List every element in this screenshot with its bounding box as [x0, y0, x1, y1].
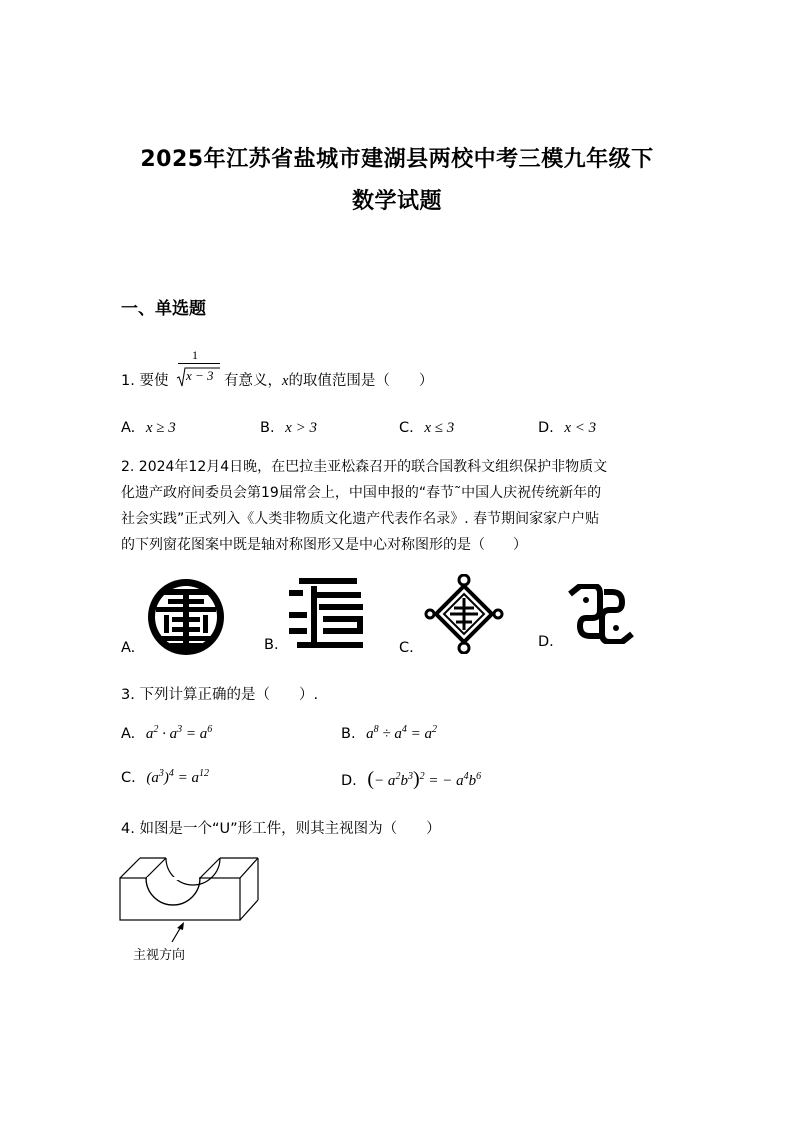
- u-workpiece-figure: [118, 856, 260, 928]
- section-heading: 一、单选题: [121, 299, 206, 319]
- question-text: 的取值范围是（ ）: [288, 373, 434, 389]
- fraction-expression: [176, 348, 222, 388]
- papercut-c-image[interactable]: [424, 574, 504, 654]
- question-text-line: 社会实践”正式列入《人类非物质文化遗产代表作名录》. 春节期间家家户户贴: [121, 511, 600, 527]
- option-label: C.: [121, 770, 136, 786]
- question-number: 1.: [121, 373, 135, 389]
- figure-caption: 主视方向: [133, 948, 186, 963]
- option-label: D.: [341, 773, 357, 789]
- option-label: B.: [341, 726, 356, 742]
- question-4: 4. 如图是一个“U”形工件，则其主视图为（ ）: [121, 821, 441, 837]
- question-text-line: 的下列窗花图案中既是轴对称图形又是中心对称图形的是（ ）: [121, 537, 527, 553]
- option-expression: $(a^3)^4 = a^{12}$: [146, 768, 209, 786]
- page-subtitle: 数学试题: [351, 189, 442, 214]
- option-c[interactable]: [399, 420, 454, 437]
- option-label: C.: [399, 420, 414, 436]
- fraction-numerator: 1: [192, 348, 198, 362]
- option-expression: x < 3: [564, 420, 597, 436]
- papercut-a-image[interactable]: [146, 577, 226, 657]
- option-expression: (− $a^2b^3)^2$ = − $a^4b^6$: [367, 768, 482, 790]
- question-3: 3. 下列计算正确的是（ ）.: [121, 687, 319, 703]
- option-d[interactable]: D.: [538, 634, 554, 650]
- option-a[interactable]: A.: [121, 640, 136, 656]
- option-label: A.: [121, 420, 136, 436]
- option-b[interactable]: [260, 420, 317, 437]
- question-text: 有意义，: [224, 373, 282, 389]
- option-a[interactable]: [121, 724, 212, 743]
- option-d[interactable]: [341, 768, 481, 791]
- question-1-rest: [224, 368, 433, 394]
- option-c[interactable]: C.: [399, 640, 414, 656]
- papercut-d-image[interactable]: [566, 584, 636, 644]
- option-d[interactable]: [538, 420, 596, 437]
- question-text-line: 化遗产政府间委员会第19届常会上，中国申报的“春节˜中国人庆祝传统新年的: [121, 485, 602, 501]
- question-text-line: 2. 2024年12月4日晚，在巴拉圭亚松森召开的联合国教科文组织保护非物质文: [121, 459, 608, 475]
- option-label: A.: [121, 726, 136, 742]
- option-expression: $a^2 \cdot a^3 = a^6$: [145, 724, 213, 742]
- question-2: [121, 454, 607, 558]
- option-expression: x ≥ 3: [145, 420, 176, 436]
- option-c[interactable]: [121, 768, 209, 787]
- radicand: x − 3: [186, 368, 214, 383]
- option-label: D.: [538, 420, 554, 436]
- question-1: [121, 368, 168, 394]
- option-a[interactable]: [121, 420, 176, 437]
- variable: x: [282, 373, 289, 389]
- page-title: 2025年江苏省盐城市建湖县两校中考三模九年级下: [140, 147, 654, 172]
- option-expression: x ≤ 3: [424, 420, 455, 436]
- option-b[interactable]: B.: [264, 637, 279, 653]
- papercut-b-image[interactable]: [289, 578, 367, 650]
- option-expression: $a^8 \div a^4 = a^2$: [366, 724, 438, 742]
- question-text: 要使: [139, 373, 169, 389]
- fraction-bar: [178, 363, 220, 364]
- option-b[interactable]: [341, 724, 437, 743]
- option-expression: x > 3: [285, 420, 317, 436]
- option-label: B.: [260, 420, 275, 436]
- view-direction-arrow-icon: [168, 922, 188, 944]
